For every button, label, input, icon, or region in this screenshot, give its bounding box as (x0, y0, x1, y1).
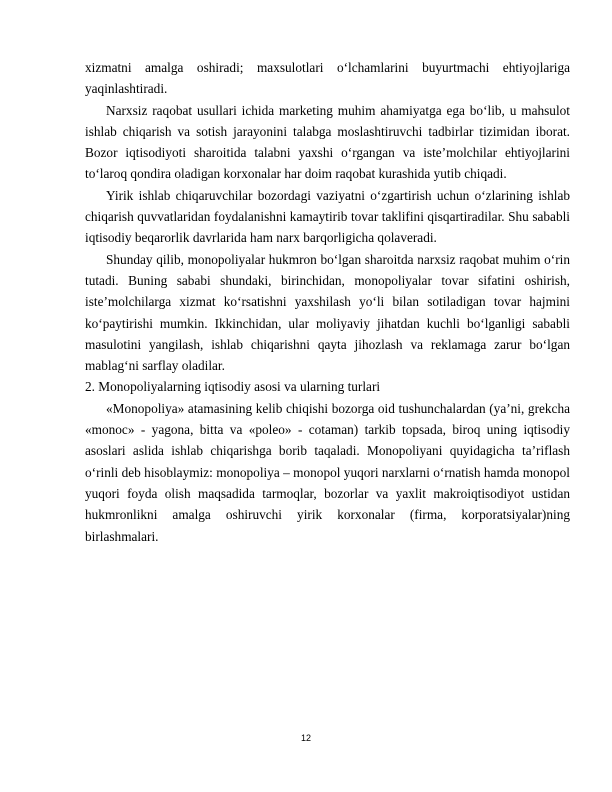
paragraph-continuation: xizmatni amalga oshiradi; maxsulotlari o‘lchamlarini buyurtmachi ehtiyojlariga yaqinlashtiradi. (85, 60, 570, 97)
paragraph-nonprice-competition: Narxsiz raqobat usullari ichida marketing muhim ahamiyatga ega bo‘lib, u mahsulot ishlab chiqarish va sotish jarayonini talabga moslashtiruvchi tadbirlar tizimidan iborat. Bozor iqtisodiyoti sharoitida talabni yaxshi o‘rgangan va iste’molchilar ehtiyojlarini to‘laroq qondira oladigan korxonalar har doim raqobat kurashida yutib chiqadi. (85, 102, 570, 182)
page-body (85, 57, 570, 547)
paragraph-large-producers: Yirik ishlab chiqaruvchilar bozordagi vaziyatni o‘zgartirish uchun o‘zlarining ishlab chiqarish quvvatlaridan foydalanishni kamaytirib tovar taklifini qisqartiradilar. Shu sababli iqtisodiy beqarorlik davrlarida ham narx barqorligicha qolaveradi. (85, 187, 570, 246)
paragraph-monopoly-conditions: Shunday qilib, monopoliyalar hukmron bo‘lgan sharoitda narxsiz raqobat muhim o‘rin tutadi. Buning sababi shundaki, birinchidan, monopoliyalar tovar sifatini oshirish, iste’molchilarga xizmat ko‘rsatishni yaxshilash yo‘li bilan sotiladigan tovar hajmini ko‘paytirishi mumkin. Ikkinchidan, ular moliyaviy jihatdan kuchli bo‘lganligi sababli masulotini yangilash, ishlab chiqarishni qayta jihozlash va reklamaga zarur bo‘lgan mablag‘ni sarflay oladilar. (85, 251, 570, 374)
section-heading: 2. Monopoliyalarning iqtisodiy asosi va ularning turlari (85, 379, 381, 395)
page-number: 12 (300, 733, 311, 743)
paragraph-monopoly-definition: «Monopoliya» atamasining kelib chiqishi bozorga oid tushunchalardan (ya’ni, grekcha «monoc» - yagona, bitta va «poleo» - cotaman) tarkib topsada, biroq uning iqtisodiy asoslari aslida ishlab chiqarishga borib taqaladi. Monopoliyani quyidagicha ta’riflash o‘rinli deb hisoblaymiz: monopoliya – monopol yuqori narxlarni o‘rnatish hamda monopol yuqori foyda olish maqsadida tarmoqlar, bozorlar va yaxlit makroiqtisodiyot ustidan hukmronlikni amalga oshiruvchi yirik korxonalar (firma, korporatsiyalar)ning birlashmalari. (85, 400, 570, 544)
